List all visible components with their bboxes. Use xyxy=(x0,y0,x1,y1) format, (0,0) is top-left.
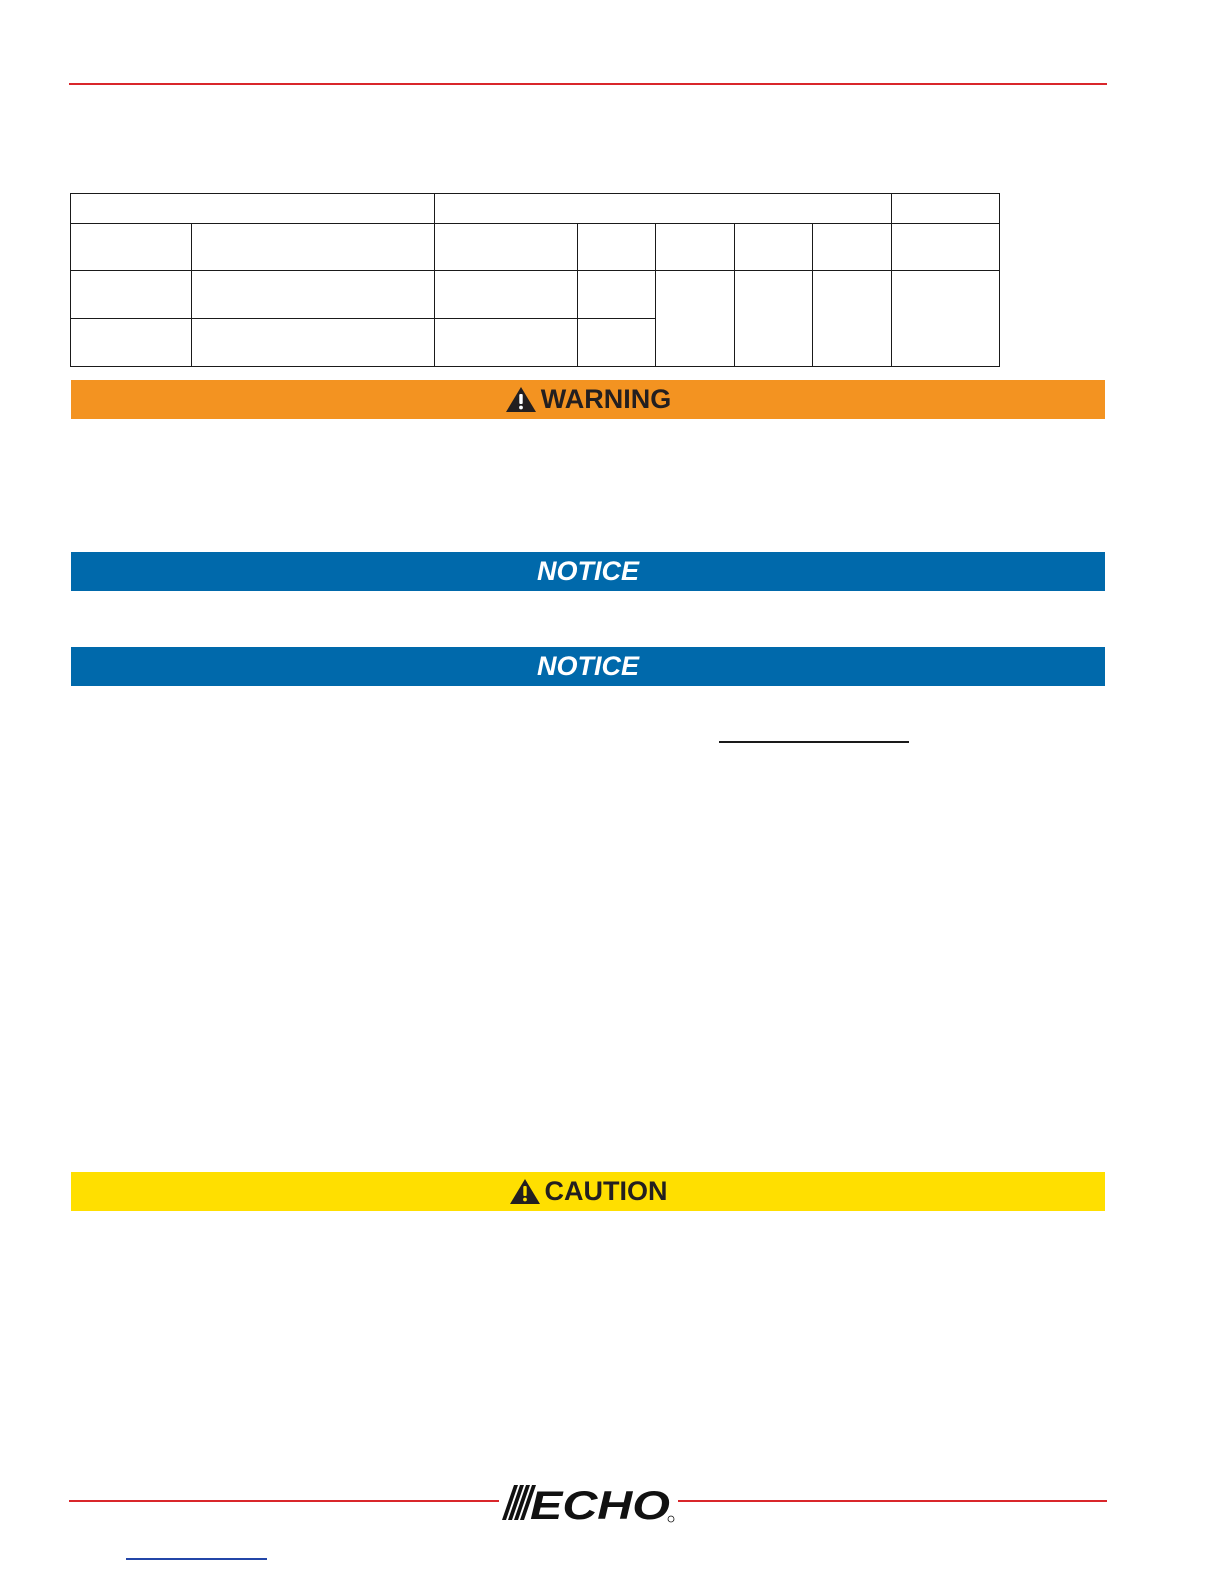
caution-triangle-icon xyxy=(509,1178,541,1205)
table-cell xyxy=(656,271,735,367)
footer-link-underline xyxy=(126,1558,267,1560)
notice-banner xyxy=(71,647,1105,686)
table-cell xyxy=(892,271,1000,367)
table-cell xyxy=(71,194,435,224)
table-cell xyxy=(813,271,892,367)
table-cell xyxy=(735,271,813,367)
warning-triangle-icon xyxy=(505,386,537,413)
underlined-text-mark xyxy=(719,741,909,743)
caution-banner xyxy=(71,1172,1105,1211)
table-row xyxy=(71,224,1000,271)
notice-label: NOTICE xyxy=(536,651,639,681)
table-row xyxy=(71,194,1000,224)
header-rule xyxy=(69,83,1107,85)
logo-wordmark: ECHO xyxy=(530,1484,670,1524)
warning-banner xyxy=(71,380,1105,419)
table-cell xyxy=(578,319,656,367)
echo-logo-icon xyxy=(500,1482,678,1524)
table-cell xyxy=(435,319,578,367)
table-cell xyxy=(813,224,892,271)
table-cell xyxy=(71,319,192,367)
table-cell xyxy=(892,224,1000,271)
table-cell xyxy=(656,224,735,271)
spec-table xyxy=(70,193,1000,367)
table-cell xyxy=(71,224,192,271)
caution-label: CAUTION xyxy=(544,1176,668,1206)
table-cell xyxy=(435,224,578,271)
warning-label: WARNING xyxy=(540,384,672,414)
table-cell xyxy=(578,224,656,271)
table-row xyxy=(71,271,1000,319)
table-cell xyxy=(435,271,578,319)
table-cell xyxy=(192,224,435,271)
table-cell xyxy=(578,271,656,319)
table-cell xyxy=(192,271,435,319)
table-cell xyxy=(735,224,813,271)
table-cell xyxy=(192,319,435,367)
notice-banner xyxy=(71,552,1105,591)
footer-rule-right xyxy=(678,1500,1107,1502)
table-cell xyxy=(892,194,1000,224)
notice-label: NOTICE xyxy=(536,556,639,586)
table-cell xyxy=(71,271,192,319)
footer-rule-left xyxy=(69,1500,499,1502)
table-cell xyxy=(435,194,892,224)
